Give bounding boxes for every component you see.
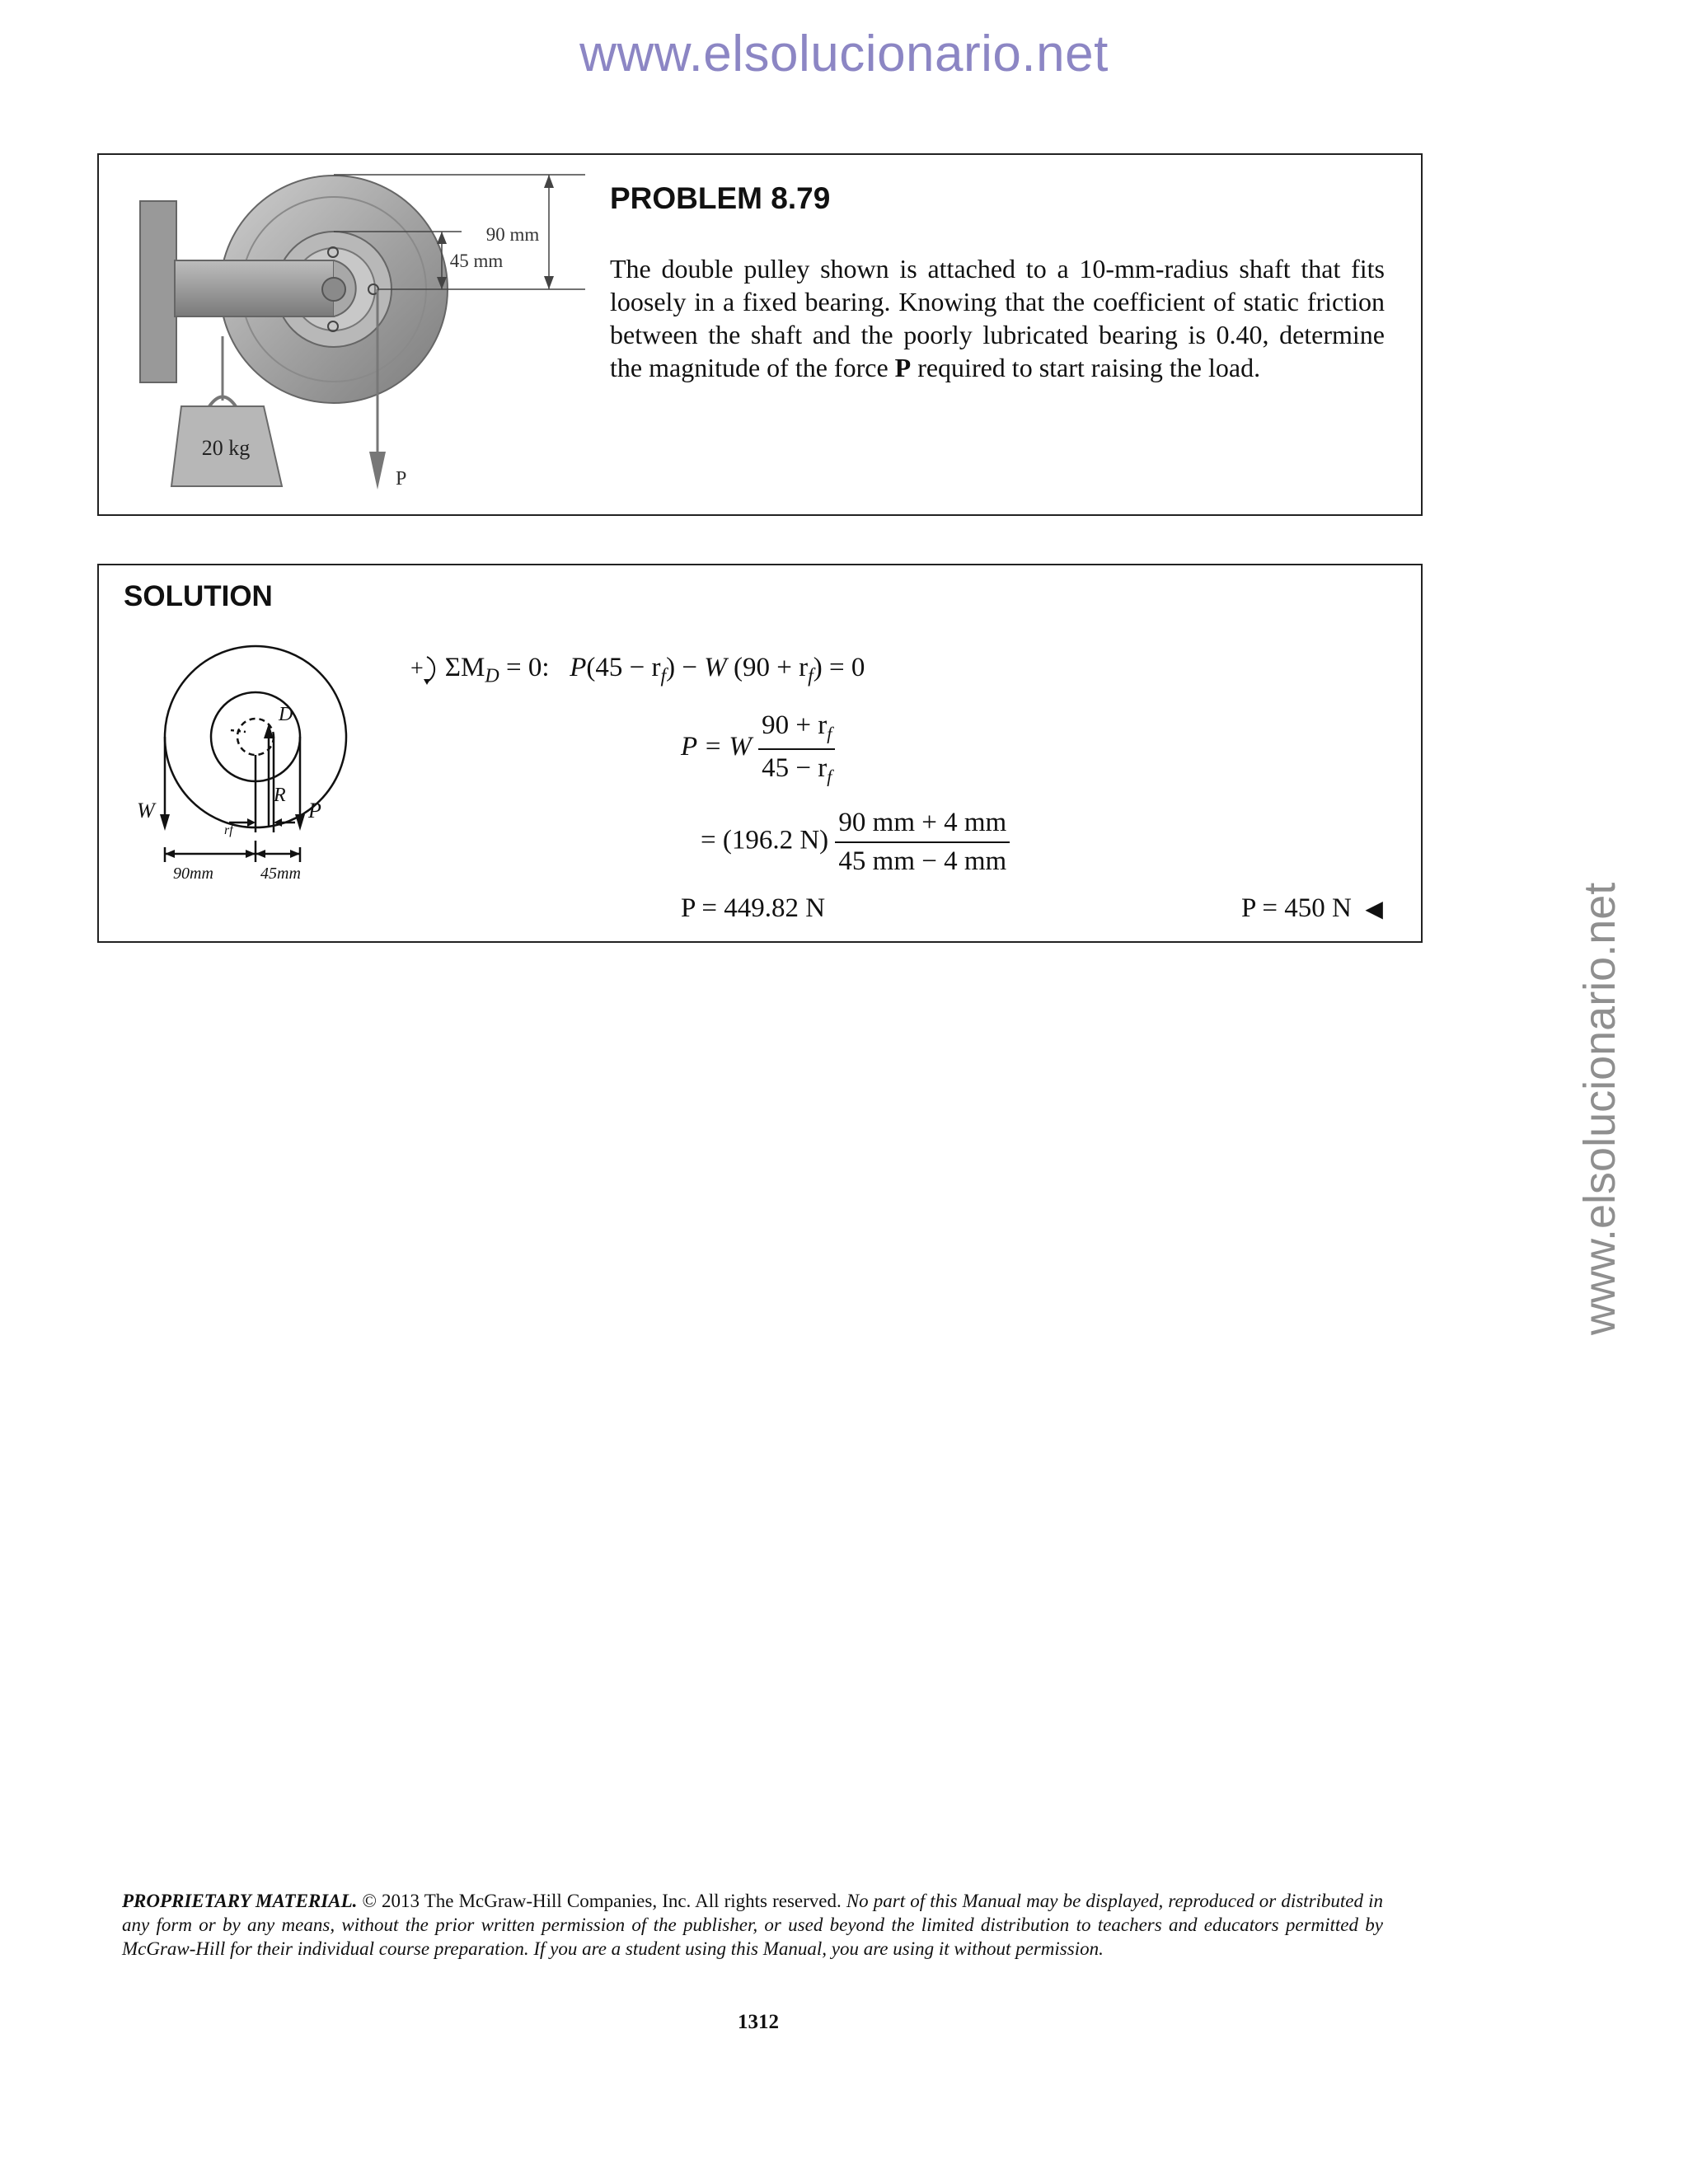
- moment-sigma: ΣM: [444, 653, 485, 682]
- result-value: P = 449.82 N: [681, 893, 826, 923]
- dim-outer-label: 90 mm: [485, 224, 540, 245]
- problem-title: PROBLEM 8.79: [610, 181, 831, 215]
- fbd-label-P: P: [308, 799, 321, 823]
- eq2-lhs: P = W: [681, 732, 752, 762]
- support-arm: [175, 260, 334, 316]
- problem-text-bold: P: [894, 353, 912, 382]
- ccw-arrow-icon: [424, 654, 442, 685]
- eq2-fraction: [758, 710, 835, 787]
- eq1-P: P: [570, 653, 587, 682]
- free-body-diagram: [132, 631, 396, 928]
- equation-P-expression: [681, 710, 835, 787]
- fbd-label-R: R: [274, 785, 286, 806]
- moment-sign: +: [410, 656, 424, 682]
- fbd-label-W: W: [137, 799, 155, 823]
- eq1-part3: (90 + r: [726, 653, 809, 682]
- problem-text-part1: The double pulley shown is attached to a 10-mm-radius shaft that fits loosely in a fixed bearing. Knowing that the coefficient of static friction between the shaft and the poorly lubricated bearing is 0.40, determine the magnitude of the force: [610, 254, 1385, 382]
- eq3-numerator: 90 mm + 4 mm: [835, 808, 1010, 843]
- shaft: [322, 278, 345, 301]
- eq3-denominator: 45 mm − 4 mm: [838, 846, 1007, 876]
- equation-substitution: [701, 808, 1010, 877]
- problem-text-part2: required to start raising the load.: [911, 353, 1261, 382]
- eq3-lhs: = (196.2 N): [701, 825, 829, 855]
- footer-normal: © 2013 The McGraw-Hill Companies, Inc. All rights reserved.: [357, 1891, 846, 1911]
- eq1-sub1: f: [660, 665, 667, 687]
- equation-moment: [410, 653, 865, 688]
- footer-italic: No part of this Manual may be displayed, reproduced or distributed in any form or by any means, without the prior written permission of the publisher, or used beyond the limited distribution to teachers and educators permitted by McGraw-Hill for their individual course preparation. If you are a student using this Manual, you are using it without permission.: [122, 1891, 1383, 1959]
- wall-bracket: [140, 201, 176, 382]
- proprietary-notice: [122, 1889, 1383, 1961]
- eq1-part1: (45 − r: [586, 653, 661, 682]
- eq1-part2: ) −: [666, 653, 705, 682]
- mass-label: 20 kg: [201, 436, 251, 460]
- page-number: 1312: [738, 2011, 779, 2033]
- eq2-numerator: $90 + r_f$: [758, 710, 835, 750]
- answer-value: P = 450 N: [1241, 893, 1352, 923]
- problem-figure: [99, 155, 593, 514]
- equation-result: [681, 893, 825, 924]
- eq1-sub2: f: [808, 665, 814, 687]
- fbd-label-rf: rf: [224, 823, 233, 837]
- watermark-side[interactable]: www.elsolucionario.net: [1575, 882, 1625, 1335]
- eq3-fraction: [835, 808, 1010, 877]
- problem-box: [97, 153, 1423, 516]
- solution-box: [97, 564, 1423, 943]
- problem-statement: [610, 252, 1385, 384]
- solution-title: SOLUTION: [124, 580, 273, 612]
- fbd-label-D: D: [279, 704, 293, 725]
- moment-sub-D: D: [485, 665, 499, 687]
- moment-eq-zero: = 0:: [499, 653, 550, 682]
- final-answer: [1241, 893, 1383, 924]
- fbd-dim-45: 45mm: [260, 865, 301, 883]
- eq1-W: W: [704, 653, 727, 682]
- watermark-top[interactable]: www.elsolucionario.net: [579, 26, 1109, 82]
- eq1-part4: ) = 0: [813, 653, 865, 682]
- dim-inner-label: 45 mm: [449, 251, 504, 271]
- force-label-P: P: [396, 468, 407, 490]
- answer-marker-icon: ◀: [1365, 895, 1383, 922]
- footer-lead: PROPRIETARY MATERIAL.: [122, 1891, 358, 1911]
- force-arrow-icon: [369, 452, 386, 490]
- fbd-dim-90: 90mm: [173, 865, 213, 883]
- eq2-denominator: $45 - r_f$: [762, 752, 832, 787]
